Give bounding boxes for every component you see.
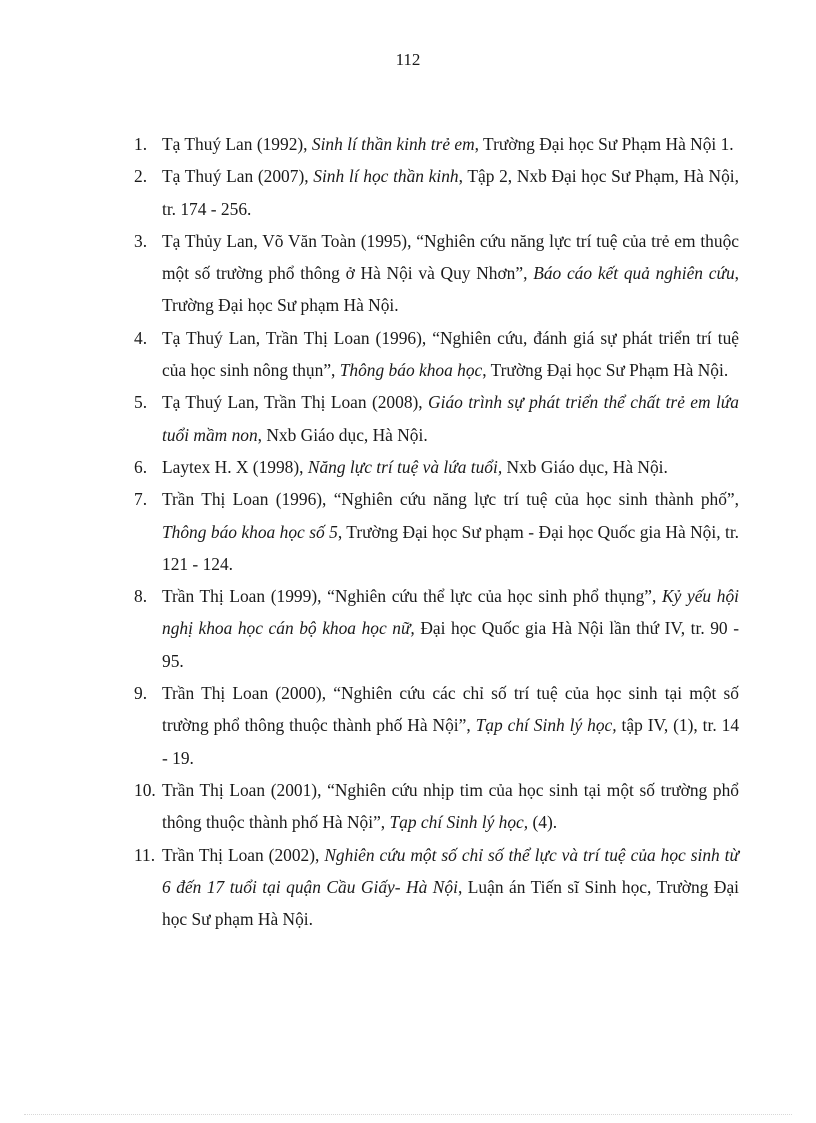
reference-number: 1. [134, 134, 148, 154]
reference-title: Sinh lí thần kinh trẻ em [311, 134, 475, 154]
reference-item [134, 386, 739, 451]
reference-item [134, 774, 739, 839]
reference-text: (4). [528, 812, 558, 833]
reference-text: Tạ Thuý Lan, Trần Thị Loan (2008), [162, 392, 429, 413]
reference-text: Trần Thị Loan (2001), “Nghiên cứu nhịp tim của học sinh tại một số trường phổ thông thuộc thành phố Hà Nội”, [162, 779, 739, 833]
reference-text: Laytex H. X (1998), [162, 456, 308, 477]
reference-title: Thông báo khoa học [339, 360, 483, 381]
reference-list [134, 128, 739, 935]
reference-text: , Nxb Giáo dục, Hà Nội. [257, 424, 428, 445]
reference-text: Tạ Thuý Lan, Trần Thị Loan (1996), “Nghiên cứu, đánh giá sự phát triển trí tuệ của học sinh nông thụn”, [162, 327, 739, 381]
reference-text: tập IV, (1), tr. 14 - 19. [162, 715, 740, 768]
reference-title: Kỷ yếu hội nghị khoa học cán bộ khoa học nữ, [162, 586, 739, 639]
reference-item [134, 451, 739, 483]
reference-text: Trần Thị Loan (1996), “Nghiên cứu năng lực trí tuệ của học sinh thành phố”, [162, 489, 739, 510]
reference-title: Sinh lí học thần kinh [313, 166, 459, 187]
reference-text: Trần Thị Loan (2002), [162, 844, 325, 865]
reference-title: Tạp chí Sinh lý học, [389, 812, 529, 833]
reference-number: 7. [134, 489, 148, 510]
reference-item [134, 128, 739, 160]
reference-text: , Tập 2, Nxb Đại học Sư Phạm, Hà Nội, tr. 174 - 256. [162, 166, 739, 219]
reference-text: Tạ Thuý Lan (2007), [162, 166, 314, 187]
reference-title: Năng lực trí tuệ và lứa tuổi, [307, 456, 503, 477]
reference-number: 5. [134, 392, 148, 413]
page-number: 112 [395, 50, 421, 69]
reference-title: Tạp chí Sinh lý học, [475, 715, 617, 736]
reference-text: Trần Thị Loan (1999), “Nghiên cứu thể lực của học sinh phổ thụng”, [162, 586, 662, 607]
reference-text: , Trường Đại học Sư Phạm Hà Nội. [482, 360, 729, 381]
reference-item [134, 580, 739, 677]
reference-text: Đại học Quốc gia Hà Nội lần thứ IV, tr. 90 - 95. [162, 618, 739, 671]
reference-number: 4. [134, 327, 148, 348]
reference-number: 3. [134, 230, 148, 251]
reference-title: Thông báo khoa học số 5 [162, 521, 338, 542]
reference-text: , Trường Đại học Sư phạm - Đại học Quốc gia Hà Nội, tr. 121 - 124. [162, 521, 740, 574]
reference-item [134, 225, 739, 322]
reference-title: Báo cáo kết quả nghiên cứu [533, 263, 735, 284]
reference-text: Tạ Thủy Lan, Võ Văn Toàn (1995), “Nghiên cứu năng lực trí tuệ của trẻ em thuộc một số trường phổ thông ở Hà Nội và Quy Nhơn”, [162, 230, 739, 284]
reference-item [134, 483, 739, 580]
reference-item [134, 839, 739, 936]
page-bottom-divider [24, 1114, 792, 1115]
reference-text: , Trường Đại học Sư phạm Hà Nội. [162, 263, 740, 316]
reference-number: 10. [134, 779, 156, 800]
reference-item [134, 160, 739, 225]
reference-text: , Luận án Tiến sĩ Sinh học, Trường Đại học Sư phạm Hà Nội. [162, 876, 739, 930]
reference-item [134, 677, 739, 774]
reference-text: Nxb Giáo dục, Hà Nội. [502, 456, 668, 477]
reference-number: 11. [134, 844, 156, 865]
reference-number: 6. [134, 456, 148, 477]
reference-title: Giáo trình sự phát triển thể chất trẻ em lứa tuổi mầm non [162, 392, 739, 445]
reference-item [134, 322, 739, 387]
reference-text: Trần Thị Loan (2000), “Nghiên cứu các chỉ số trí tuệ của học sinh tại một số trường phổ thông thuộc thành phố Hà Nội”, [162, 683, 739, 736]
reference-text: , Trường Đại học Sư Phạm Hà Nội 1. [474, 134, 734, 154]
reference-number: 9. [134, 683, 148, 704]
reference-title: Nghiên cứu một số chỉ số thể lực và trí tuệ của học sinh từ 6 đến 17 tuổi tại quận Cầu Giấy- Hà Nội [162, 844, 739, 897]
reference-number: 2. [134, 166, 148, 187]
reference-number: 8. [134, 586, 148, 607]
reference-text: Tạ Thuý Lan (1992), [162, 134, 312, 154]
